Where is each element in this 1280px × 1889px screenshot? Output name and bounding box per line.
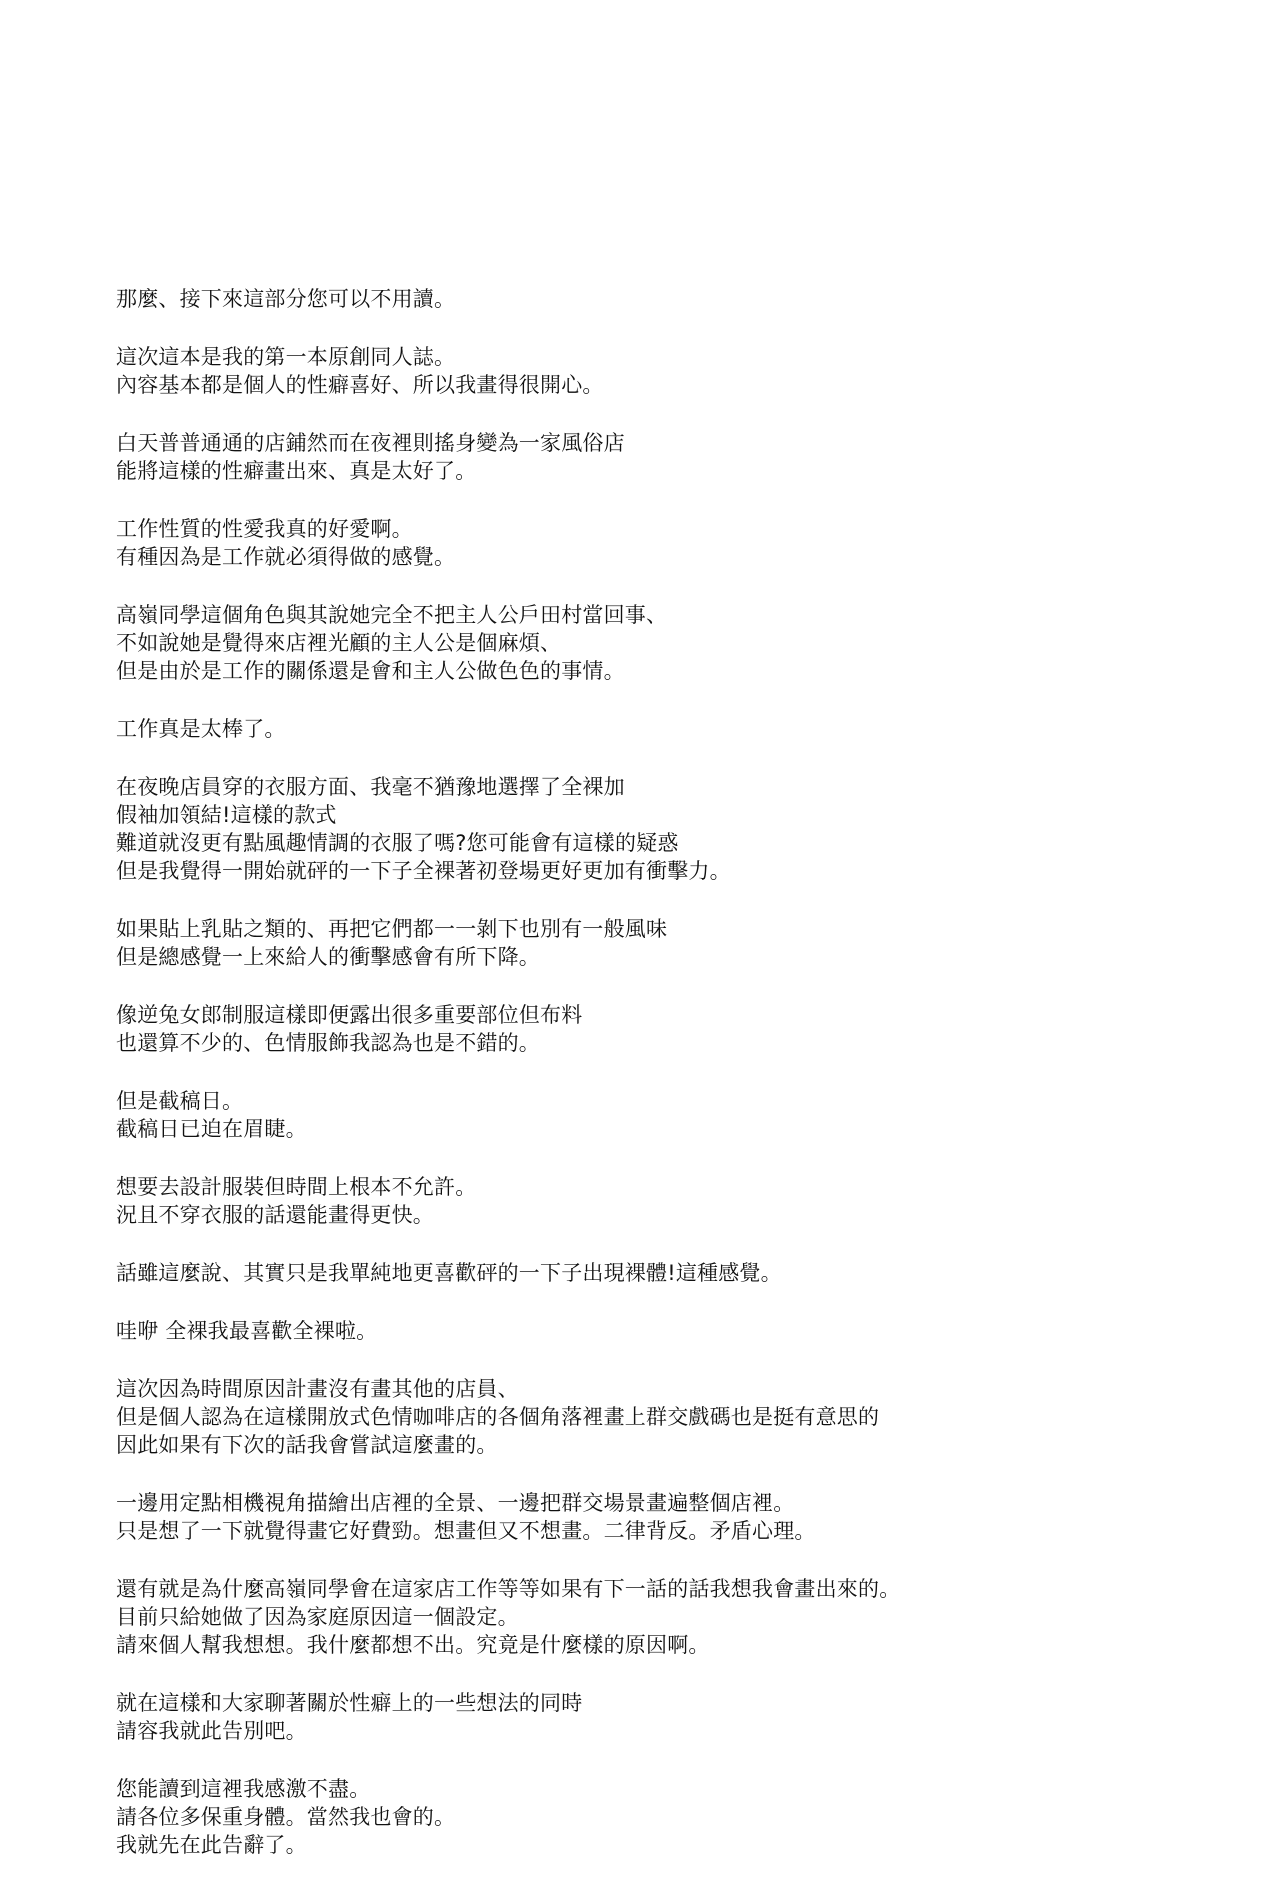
text-line: 在夜晚店員穿的衣服方面、我毫不猶豫地選擇了全裸加 bbox=[116, 775, 625, 799]
text-line: 那麼、接下來這部分您可以不用讀。 bbox=[116, 287, 456, 311]
paragraph bbox=[116, 715, 1176, 743]
text-line: 就在這樣和大家聊著關於性癖上的一些想法的同時 bbox=[116, 1691, 583, 1715]
text-line: 有種因為是工作就必須得做的感覺。 bbox=[116, 545, 456, 569]
text-line: 話雖這麼說、其實只是我單純地更喜歡砰的一下子出現裸體!這種感覺。 bbox=[116, 1261, 782, 1285]
paragraph bbox=[116, 1259, 1176, 1287]
text-line: 截稿日已迫在眉睫。 bbox=[116, 1117, 307, 1141]
text-line: 白天普普通通的店鋪然而在夜裡則搖身變為一家風俗店 bbox=[116, 431, 625, 455]
text-line: 像逆兔女郎制服這樣即便露出很多重要部位但布料 bbox=[116, 1003, 583, 1027]
text-line: 但是個人認為在這樣開放式色情咖啡店的各個角落裡畫上群交戲碼也是挺有意思的 bbox=[116, 1405, 880, 1429]
text-line: 您能讀到這裡我感激不盡。 bbox=[116, 1777, 371, 1801]
paragraph bbox=[116, 1173, 1176, 1229]
paragraph bbox=[116, 601, 1176, 685]
text-line: 難道就沒更有點風趣情調的衣服了嗎?您可能會有這樣的疑惑 bbox=[116, 831, 679, 855]
text-line: 哇咿 全裸我最喜歡全裸啦。 bbox=[116, 1319, 378, 1343]
text-line: 但是總感覺一上來給人的衝擊感會有所下降。 bbox=[116, 945, 540, 969]
text-line: 但是由於是工作的關係還是會和主人公做色色的事情。 bbox=[116, 659, 625, 683]
paragraph bbox=[116, 285, 1176, 313]
paragraph bbox=[116, 1001, 1176, 1057]
paragraph bbox=[116, 1489, 1176, 1545]
paragraph bbox=[116, 1375, 1176, 1459]
text-line: 況且不穿衣服的話還能畫得更快。 bbox=[116, 1203, 434, 1227]
paragraph bbox=[116, 773, 1176, 885]
text-line: 也還算不少的、色情服飾我認為也是不錯的。 bbox=[116, 1031, 540, 1055]
paragraph bbox=[116, 1087, 1176, 1143]
text-line: 工作性質的性愛我真的好愛啊。 bbox=[116, 517, 413, 541]
text-line: 因此如果有下次的話我會嘗試這麼畫的。 bbox=[116, 1433, 498, 1457]
paragraph bbox=[116, 915, 1176, 971]
text-line: 不如說她是覺得來店裡光顧的主人公是個麻煩、 bbox=[116, 631, 562, 655]
text-line: 請來個人幫我想想。我什麼都想不出。究竟是什麼樣的原因啊。 bbox=[116, 1633, 710, 1657]
text-line: 但是我覺得一開始就砰的一下子全裸著初登場更好更加有衝擊力。 bbox=[116, 859, 731, 883]
afterword-text bbox=[116, 285, 1176, 1889]
paragraph bbox=[116, 515, 1176, 571]
text-line: 假袖加領結!這樣的款式 bbox=[116, 803, 337, 827]
text-line: 只是想了一下就覺得畫它好費勁。想畫但又不想畫。二律背反。矛盾心理。 bbox=[116, 1519, 816, 1543]
paragraph bbox=[116, 1775, 1176, 1859]
paragraph bbox=[116, 343, 1176, 399]
text-line: 這次這本是我的第一本原創同人誌。 bbox=[116, 345, 456, 369]
text-line: 請容我就此告別吧。 bbox=[116, 1719, 307, 1743]
paragraph bbox=[116, 429, 1176, 485]
text-line: 工作真是太棒了。 bbox=[116, 717, 286, 741]
text-line: 請各位多保重身體。當然我也會的。 bbox=[116, 1805, 456, 1829]
text-line: 內容基本都是個人的性癖喜好、所以我畫得很開心。 bbox=[116, 373, 604, 397]
text-line: 高嶺同學這個角色與其說她完全不把主人公戶田村當回事、 bbox=[116, 603, 668, 627]
paragraph bbox=[116, 1689, 1176, 1745]
text-line: 但是截稿日。 bbox=[116, 1089, 244, 1113]
paragraph bbox=[116, 1575, 1176, 1659]
text-line: 目前只給她做了因為家庭原因這一個設定。 bbox=[116, 1605, 519, 1629]
text-line: 還有就是為什麼高嶺同學會在這家店工作等等如果有下一話的話我想我會畫出來的。 bbox=[116, 1577, 901, 1601]
text-line: 一邊用定點相機視角描繪出店裡的全景、一邊把群交場景畫遍整個店裡。 bbox=[116, 1491, 795, 1515]
text-line: 如果貼上乳貼之類的、再把它們都一一剝下也別有一般風味 bbox=[116, 917, 668, 941]
paragraph bbox=[116, 1317, 1176, 1345]
text-line: 我就先在此告辭了。 bbox=[116, 1833, 307, 1857]
text-line: 能將這樣的性癖畫出來、真是太好了。 bbox=[116, 459, 477, 483]
text-line: 想要去設計服裝但時間上根本不允許。 bbox=[116, 1175, 477, 1199]
text-line: 這次因為時間原因計畫沒有畫其他的店員、 bbox=[116, 1377, 519, 1401]
